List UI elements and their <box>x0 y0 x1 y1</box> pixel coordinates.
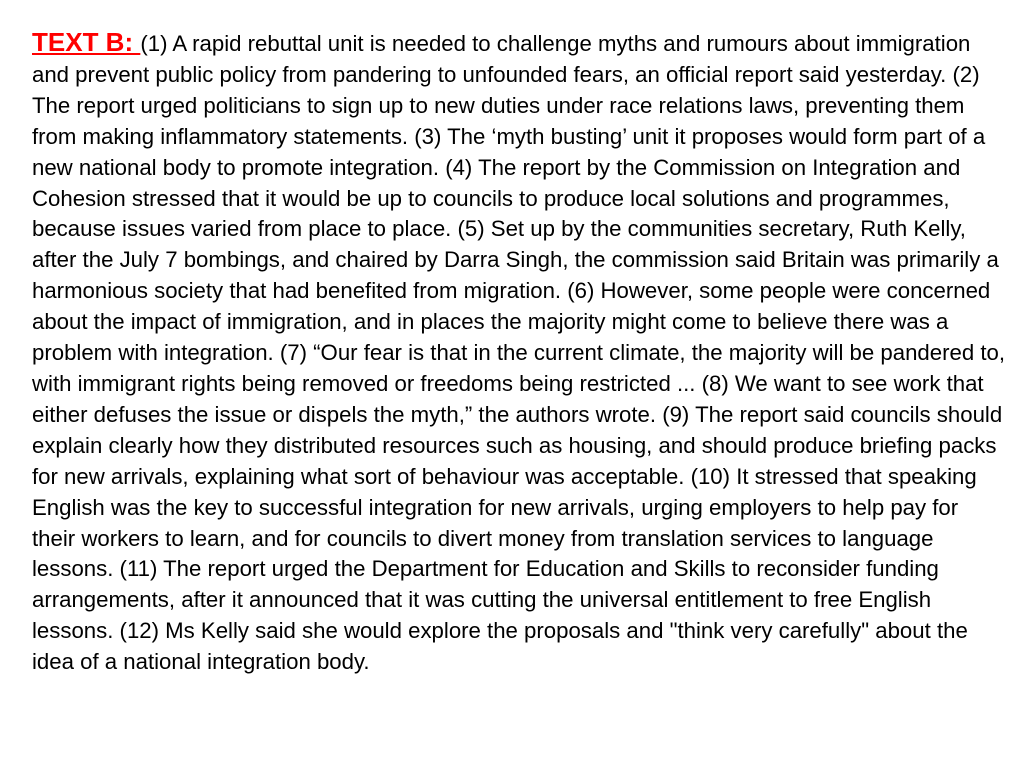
text-b-passage <box>32 27 1007 678</box>
passage-body: (1) A rapid rebuttal unit is needed to challenge myths and rumours about immigration and prevent public policy from pandering to unfounded fears, an official report said yesterday. (2) The report urged politicians to sign up to new duties under race relations laws, preventing them from making inflammatory statements. (3) The ‘myth busting’ unit it proposes would form part of a new national body to promote integration. (4) The report by the Commission on Integration and Cohesion stressed that it would be up to councils to produce local solutions and programmes, because issues varied from place to place. (5) Set up by the communities secretary, Ruth Kelly, after the July 7 bombings, and chaired by Darra Singh, the commission said Britain was primarily a harmonious society that had benefited from migration. (6) However, some people were concerned about the impact of immigration, and in places the majority might come to believe there was a problem with integration. (7) “Our fear is that in the current climate, the majority will be pandered to, with immigrant rights being removed or freedoms being restricted ... (8) We want to see work that either defuses the issue or dispels the myth,” the authors wrote. (9) The report said councils should explain clearly how they distributed resources such as housing, and should produce briefing packs for new arrivals, explaining what sort of behaviour was acceptable. (10) It stressed that speaking English was the key to successful integration for new arrivals, urging employers to help pay for their workers to learn, and for councils to divert money from translation services to language lessons. (11) The report urged the Department for Education and Skills to reconsider funding arrangements, after it announced that it was cutting the universal entitlement to free English lessons. (12) Ms Kelly said she would explore the proposals and "think very carefully" about the idea of a national integration body. <box>32 31 1005 675</box>
text-b-label: TEXT B: <box>32 27 141 57</box>
